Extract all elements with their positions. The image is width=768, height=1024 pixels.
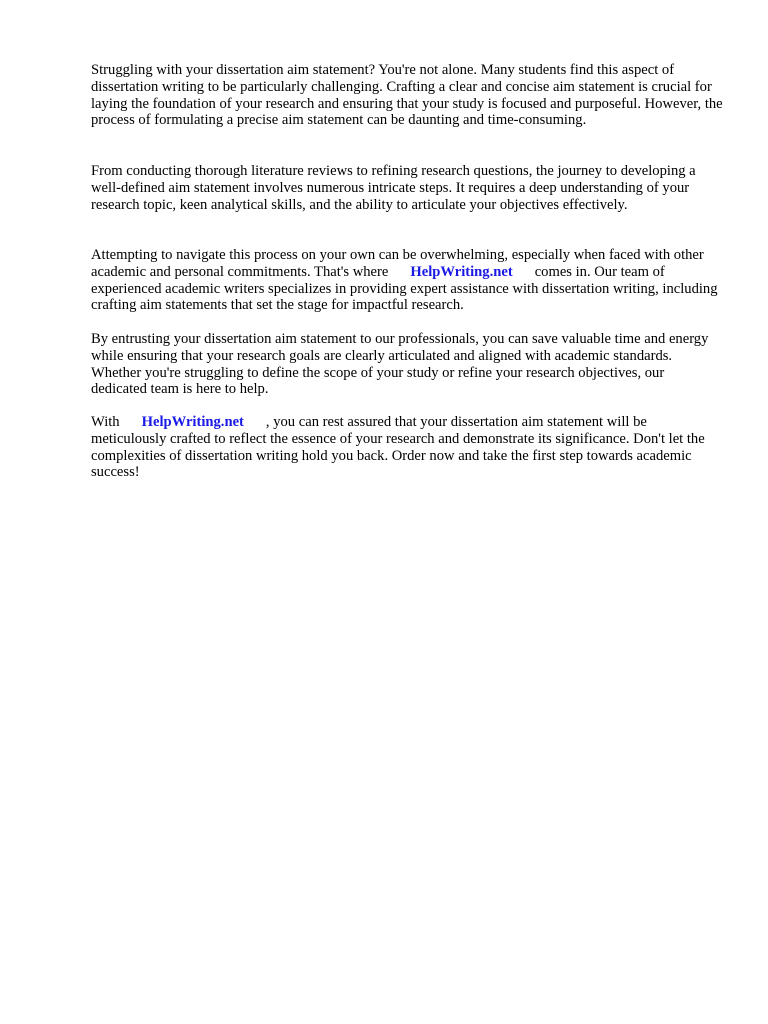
paragraph-entrusting: By entrusting your dissertation aim statement to our professionals, you can save valuable time and energy while ensuring that your research goals are clearly articulated and aligned with academic standards. Whether you're struggling to define the scope of your study or refine your research objectives, our dedicated team is here to help.	[91, 331, 709, 398]
helpwriting-link-2[interactable]: HelpWriting.net	[141, 414, 244, 430]
paragraph-conclusion-text-before: With	[91, 414, 120, 430]
paragraph-navigate-text-after: comes in. Our team of experienced academic writers specializes in providing expert assistance with dissertation writing, including crafting aim statements that set the stage for impactful research.	[91, 263, 718, 314]
paragraph-journey: From conducting thorough literature reviews to refining research questions, the journey to developing a well-defined aim statement involves numerous intricate steps. It requires a deep understanding of your research topic, keen analytical skills, and the ability to articulate your objectives effectively.	[91, 163, 696, 213]
paragraph-navigate	[91, 247, 723, 314]
paragraph-navigate-text-before: Attempting to navigate this process on your own can be overwhelming, especially when faced with other academic and personal commitments. That's where	[91, 247, 704, 280]
paragraph-conclusion	[91, 414, 723, 481]
paragraph-conclusion-text-after: , you can rest assured that your dissertation aim statement will be meticulously crafted to reflect the essence of your research and demonstrate its significance. Don't let the complexities of dissertation writing hold you back. Order now and take the first step towards academic success!	[91, 414, 705, 481]
helpwriting-link[interactable]: HelpWriting.net	[410, 263, 513, 280]
paragraph-intro: Struggling with your dissertation aim statement? You're not alone. Many students find this aspect of dissertation writing to be particularly challenging. Crafting a clear and concise aim statement is crucial for laying the foundation of your research and ensuring that your study is focused and purposeful. However, the process of formulating a precise aim statement can be daunting and time-consuming.	[91, 62, 723, 129]
